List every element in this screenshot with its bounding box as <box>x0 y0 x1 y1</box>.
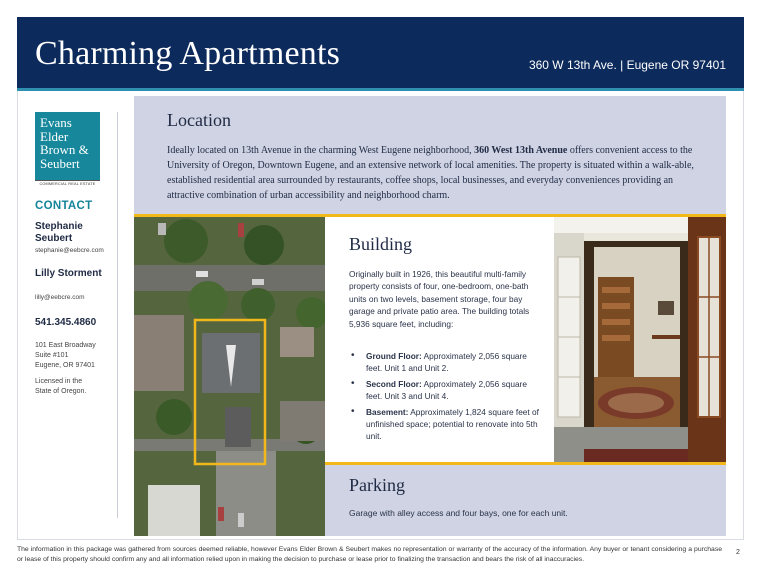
list-item <box>349 350 539 375</box>
floor-detail: Approximately 2,056 square feet. Unit 3 and Unit 4. <box>366 378 527 402</box>
contact-heading: CONTACT <box>35 200 93 212</box>
office-line: Suite #101 <box>35 352 69 359</box>
building-title: Building <box>349 234 413 254</box>
license-note <box>35 377 115 397</box>
floor-list <box>349 350 539 446</box>
contact-phone[interactable]: 541.345.4860 <box>35 317 97 328</box>
page-title: Charming Apartments <box>35 35 341 72</box>
office-line: Eugene, OR 97401 <box>35 362 95 369</box>
company-logo <box>35 112 100 180</box>
location-text-start: Ideally located on 13th Avenue in the charming West Eugene neighborhood, <box>167 145 475 156</box>
location-text-end: offers convenient access to the University of Oregon, Downtown Eugene, and an extensive network of local amenities. The property is situated within a walk-able, established residential area surrounded by restaurants, coffee shops, local businesses, and everyday conveniences providing an attractive combination of urban accessibility and neighborhood charm. <box>167 145 694 201</box>
location-title: Location <box>167 110 231 130</box>
floor-label: Second Floor: <box>366 378 422 389</box>
logo-line: Evans <box>40 115 72 130</box>
legal-disclaimer: The information in this package was gathered from sources deemed reliable, however Evans Elder Brown & Seubert makes no representation or warranty of the accuracy of the information. Any buyer or tenant considering a purchase or lease of this property should confirm any and all information relied upon in making the decision to purchase or lease prior to finalizing the transaction and bears the risk of all inaccuracies. <box>17 546 722 563</box>
logo-subtitle: COMMERCIAL REAL ESTATE <box>35 180 100 186</box>
location-address-highlight: 360 West 13th Avenue <box>474 145 568 156</box>
parking-title: Parking <box>349 475 405 495</box>
aerial-photo <box>134 217 325 536</box>
contact-email[interactable]: lilly@eebcre.com <box>35 294 85 301</box>
contact-name: Lilly Storment <box>35 268 102 279</box>
property-address: 360 W 13th Ave. | Eugene OR 97401 <box>528 58 726 72</box>
office-address <box>35 341 115 371</box>
header-banner <box>17 17 744 88</box>
contact-email[interactable]: stephanie@eebcre.com <box>35 247 104 254</box>
list-item <box>349 406 539 443</box>
hallway-photo <box>554 217 726 462</box>
location-description <box>167 143 695 203</box>
floor-label: Basement: <box>366 406 409 417</box>
logo-line: Elder <box>40 128 69 144</box>
aerial-illustration <box>134 217 325 536</box>
license-line: State of Oregon. <box>35 388 87 395</box>
logo-line: Brown & <box>40 142 89 157</box>
building-description: Originally built in 1926, this beautiful multi-family property consists of four, one-bedroom, one-bath units on two levels, basement storage, four bay garage and private patio area. The building totals 5,936 square feet, including: <box>349 269 530 329</box>
parking-description: Garage with alley access and four bays, one for each unit. <box>349 508 568 518</box>
floor-detail: Approximately 1,824 square feet of unfinished space; potential to renovate into 5th unit. <box>366 406 539 442</box>
contact-name: Stephanie Seubert <box>35 221 83 244</box>
logo-line: Seubert <box>40 155 80 171</box>
license-line: Licensed in the <box>35 378 83 385</box>
hallway-illustration <box>554 217 726 462</box>
floor-label: Ground Floor: <box>366 351 422 361</box>
list-item <box>349 378 539 403</box>
floor-detail: Approximately 2,056 square feet. Unit 1 and Unit 2. <box>366 351 527 374</box>
sidebar-divider <box>117 112 118 518</box>
office-line: 101 East Broadway <box>35 342 96 349</box>
page-number: 2 <box>736 549 740 556</box>
